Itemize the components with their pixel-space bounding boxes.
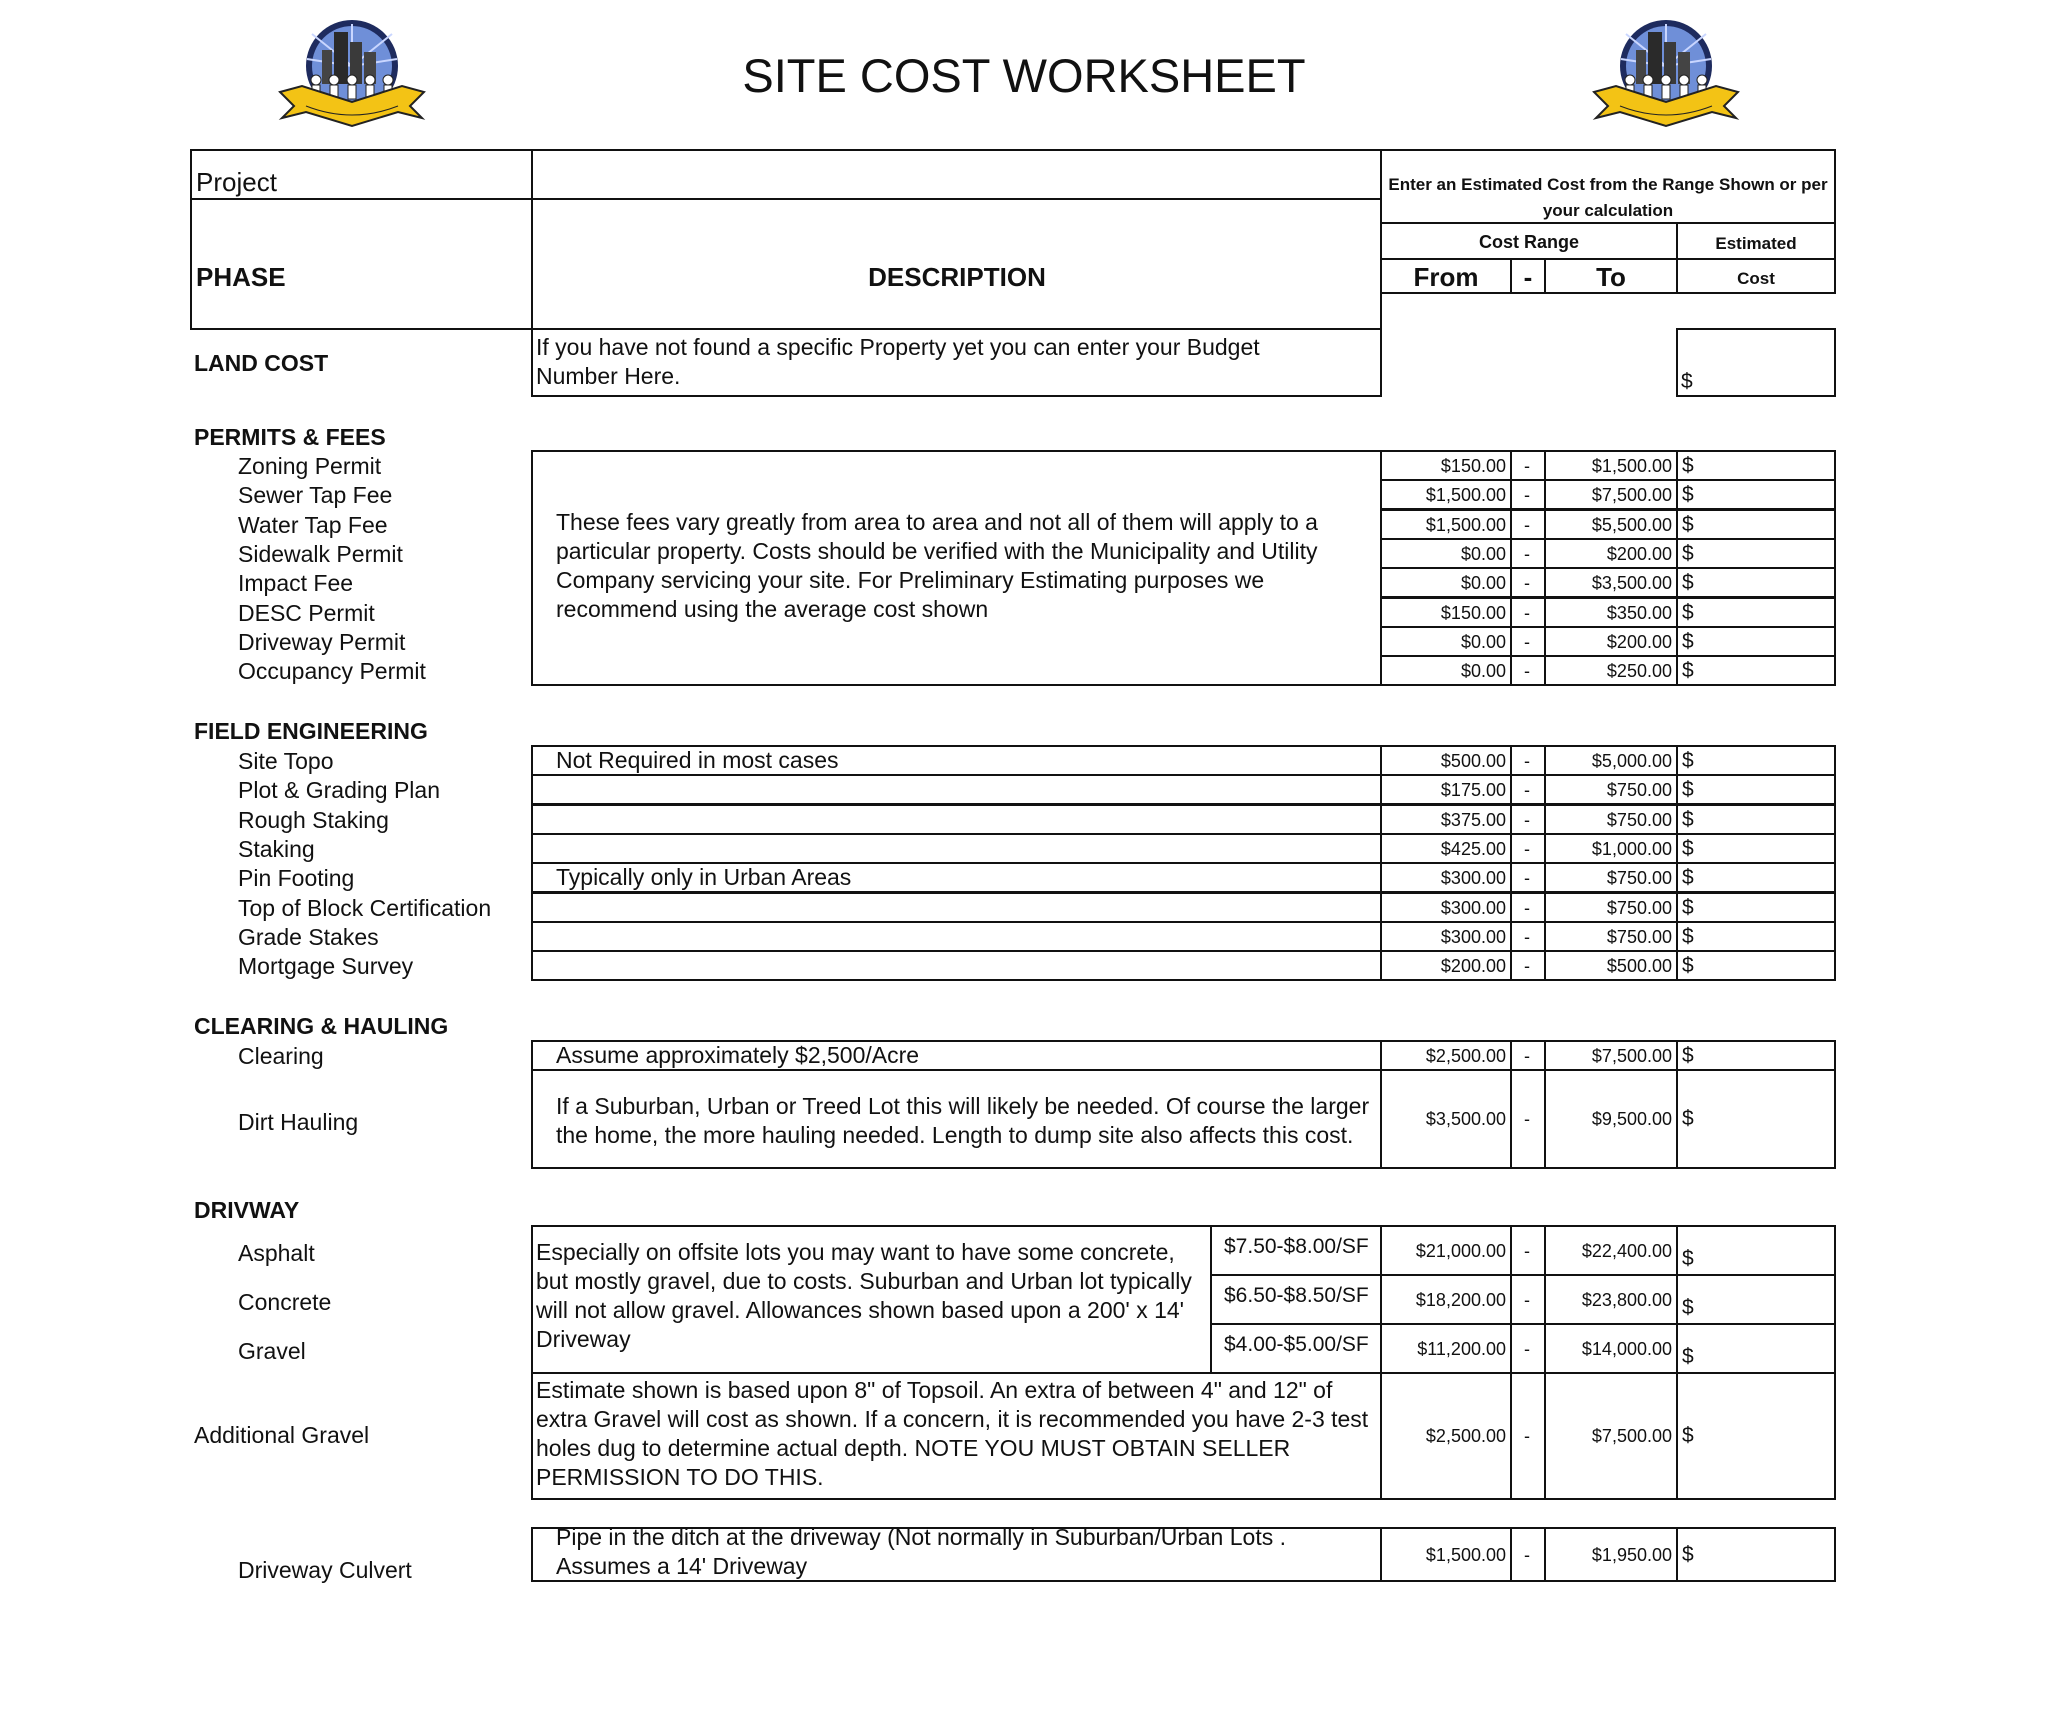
driveway-row-2-from-value: $11,200.00 xyxy=(1417,1339,1506,1359)
driveway-row-2-label: Gravel xyxy=(238,1338,306,1364)
engineering-row-5-from-value: $300.00 xyxy=(1440,898,1506,918)
driveway-row-0-rate: $7.50-$8.00/SF xyxy=(1224,1235,1369,1258)
dirt-hauling-to-value: $9,500.00 xyxy=(1591,1109,1672,1129)
land-cost-description: If you have not found a specific Property yet you can enter your Budget Number Here. xyxy=(536,334,1260,389)
permit-row-5-estimate-input[interactable] xyxy=(1678,599,1834,626)
additional-gravel-to-value: $7,500.00 xyxy=(1591,1426,1672,1446)
engineering-row-0-currency: $ xyxy=(1682,749,1694,772)
permit-row-5-from-value: $150.00 xyxy=(1440,603,1506,623)
land-cost-estimate-input[interactable] xyxy=(1676,328,1836,397)
driveway-row-0-estimate-input[interactable] xyxy=(1678,1227,1834,1274)
to-header: To xyxy=(1596,262,1626,292)
engineering-row-6-label: Grade Stakes xyxy=(238,924,379,950)
permit-row-6-currency: $ xyxy=(1682,630,1694,653)
engineering-row-5-description-box xyxy=(531,892,1382,923)
permit-row-1-label: Sewer Tap Fee xyxy=(238,482,393,508)
permit-row-2-label: Water Tap Fee xyxy=(238,512,388,538)
engineering-row-2-description-box xyxy=(531,804,1382,835)
additional-gravel-description: Estimate shown is based upon 8" of Topsoil. An extra of between 4" and 12" of extra Gravel will cost as shown. If a concern, it is recommended you have 2-3 test holes dug to determine actual depth. NOTE YOU MUST OBTAIN SELLER PERMISSION TO DO THIS. xyxy=(536,1377,1369,1490)
permit-row-0-from-value: $150.00 xyxy=(1440,456,1506,476)
range-dash: - xyxy=(1523,262,1533,292)
driveway-row-1-rate: $6.50-$8.50/SF xyxy=(1224,1284,1369,1307)
driveway-row-0-label: Asphalt xyxy=(238,1240,315,1266)
engineering-row-1-range-dash: - xyxy=(1524,780,1530,800)
permit-row-7-label: Occupancy Permit xyxy=(238,658,426,684)
engineering-row-7-label: Mortgage Survey xyxy=(238,953,414,979)
engineering-row-4-label: Pin Footing xyxy=(238,865,355,891)
permit-row-6-estimate-input[interactable] xyxy=(1678,628,1834,655)
company-logo-right xyxy=(1586,14,1746,134)
engineering-row-5-label: Top of Block Certification xyxy=(238,895,492,921)
engineering-row-4-range-dash: - xyxy=(1524,868,1530,888)
permit-row-1-currency: $ xyxy=(1682,483,1694,506)
permit-row-5-currency: $ xyxy=(1682,601,1694,624)
from-header: From xyxy=(1413,262,1479,292)
additional-gravel-label: Additional Gravel xyxy=(194,1422,370,1448)
permit-row-4-currency: $ xyxy=(1682,571,1694,594)
permit-row-4-label: Impact Fee xyxy=(238,570,354,596)
engineering-row-0-label: Site Topo xyxy=(238,748,334,774)
description-header: DESCRIPTION xyxy=(868,262,1046,292)
dirt-hauling-from-value: $3,500.00 xyxy=(1425,1109,1506,1129)
driveway-culvert-label: Driveway Culvert xyxy=(238,1557,412,1583)
project-input[interactable] xyxy=(534,151,1378,197)
engineering-row-0-to-value: $5,000.00 xyxy=(1591,751,1672,771)
clearing-row-estimate-input[interactable] xyxy=(1678,1042,1834,1069)
permit-row-1-from-value: $1,500.00 xyxy=(1425,485,1506,505)
engineering-row-2-estimate-input[interactable] xyxy=(1678,806,1834,833)
driveway-culvert-estimate-input[interactable] xyxy=(1678,1529,1834,1580)
engineering-row-0-range-dash: - xyxy=(1524,751,1530,771)
permit-row-0-currency: $ xyxy=(1682,454,1694,477)
permit-row-3-from-value: $0.00 xyxy=(1460,544,1506,564)
engineering-row-0-description: Not Required in most cases xyxy=(556,747,839,773)
permits-heading: PERMITS & FEES xyxy=(194,424,386,450)
engineering-row-1-label: Plot & Grading Plan xyxy=(238,777,441,803)
engineering-row-3-range-dash: - xyxy=(1524,839,1530,859)
clearing-row-currency: $ xyxy=(1682,1044,1694,1067)
clearing-row-to-value: $7,500.00 xyxy=(1591,1046,1672,1066)
engineering-row-1-estimate-input[interactable] xyxy=(1678,776,1834,803)
project-label: Project xyxy=(196,167,277,197)
estimated-header: Estimated xyxy=(1715,234,1797,253)
engineering-row-3-estimate-input[interactable] xyxy=(1678,835,1834,862)
cost-header: Cost xyxy=(1737,269,1775,288)
driveway-row-0-to-value: $22,400.00 xyxy=(1581,1241,1672,1261)
driveway-culvert-to-value: $1,950.00 xyxy=(1591,1545,1672,1565)
engineering-row-3-from-value: $425.00 xyxy=(1440,839,1506,859)
engineering-row-2-from-value: $375.00 xyxy=(1440,810,1506,830)
permit-row-5-label: DESC Permit xyxy=(238,600,375,626)
engineering-row-6-currency: $ xyxy=(1682,925,1694,948)
permit-row-1-range-dash: - xyxy=(1524,485,1530,505)
driveway-row-1-range-dash: - xyxy=(1524,1290,1530,1310)
driveway-row-0-from-value: $21,000.00 xyxy=(1415,1241,1506,1261)
engineering-row-1-to-value: $750.00 xyxy=(1606,780,1672,800)
driveway-row-0-currency: $ xyxy=(1682,1247,1694,1270)
engineering-row-7-estimate-input[interactable] xyxy=(1678,952,1834,979)
driveway-row-2-currency: $ xyxy=(1682,1345,1694,1368)
permit-row-6-from-value: $0.00 xyxy=(1460,632,1506,652)
permit-row-4-range-dash: - xyxy=(1524,573,1530,593)
permit-row-2-range-dash: - xyxy=(1524,515,1530,535)
dirt-hauling-estimate-input[interactable] xyxy=(1678,1071,1834,1167)
clearing-row-label: Clearing xyxy=(238,1043,324,1069)
engineering-row-5-currency: $ xyxy=(1682,896,1694,919)
engineering-row-2-range-dash: - xyxy=(1524,810,1530,830)
permit-row-2-to-value: $5,500.00 xyxy=(1591,515,1672,535)
driveway-row-2-to-value: $14,000.00 xyxy=(1581,1339,1672,1359)
additional-gravel-estimate-input[interactable] xyxy=(1678,1374,1834,1498)
engineering-row-6-estimate-input[interactable] xyxy=(1678,923,1834,950)
engineering-row-6-description-box xyxy=(531,921,1382,952)
driveway-culvert-currency: $ xyxy=(1682,1543,1694,1566)
permit-row-7-estimate-input[interactable] xyxy=(1678,657,1834,684)
driveway-row-1-currency: $ xyxy=(1682,1296,1694,1319)
permit-row-2-from-value: $1,500.00 xyxy=(1425,515,1506,535)
engineering-row-6-range-dash: - xyxy=(1524,927,1530,947)
additional-gravel-currency: $ xyxy=(1682,1424,1694,1447)
engineering-row-2-currency: $ xyxy=(1682,808,1694,831)
page-title: SITE COST WORKSHEET xyxy=(742,49,1306,102)
engineering-heading: FIELD ENGINEERING xyxy=(194,718,428,744)
estimate-note: Enter an Estimated Cost from the Range Shown or per your calculation xyxy=(1388,175,1828,220)
engineering-row-2-to-value: $750.00 xyxy=(1606,810,1672,830)
company-logo-left xyxy=(272,14,432,134)
engineering-row-6-from-value: $300.00 xyxy=(1440,927,1506,947)
driveway-row-0-range-dash: - xyxy=(1524,1241,1530,1261)
driveway-row-1-from-value: $18,200.00 xyxy=(1415,1290,1506,1310)
permit-row-3-label: Sidewalk Permit xyxy=(238,541,403,567)
engineering-row-0-estimate-input[interactable] xyxy=(1678,747,1834,774)
engineering-row-2-label: Rough Staking xyxy=(238,807,389,833)
engineering-row-1-from-value: $175.00 xyxy=(1440,780,1506,800)
permits-description: These fees vary greatly from area to area and not all of them will apply to a particular property. Costs should be verified with the Municipality and Utility Company servicing your site. For Preliminary Estimating purposes we recommend using the average cost shown xyxy=(556,509,1318,622)
permit-row-6-to-value: $200.00 xyxy=(1606,632,1672,652)
engineering-row-5-to-value: $750.00 xyxy=(1606,898,1672,918)
driveway-row-2-estimate-input[interactable] xyxy=(1678,1325,1834,1372)
permit-row-3-currency: $ xyxy=(1682,542,1694,565)
permit-row-2-estimate-input[interactable] xyxy=(1678,511,1834,538)
permit-row-4-estimate-input[interactable] xyxy=(1678,569,1834,596)
engineering-row-6-to-value: $750.00 xyxy=(1606,927,1672,947)
phase-header: PHASE xyxy=(196,262,286,292)
permit-row-7-to-value: $250.00 xyxy=(1606,661,1672,681)
engineering-row-1-currency: $ xyxy=(1682,778,1694,801)
cost-range-header: Cost Range xyxy=(1478,232,1579,252)
permit-row-0-estimate-input[interactable] xyxy=(1678,452,1834,479)
engineering-row-3-description-box xyxy=(531,833,1382,864)
driveway-row-2-range-dash: - xyxy=(1524,1339,1530,1359)
engineering-row-3-currency: $ xyxy=(1682,837,1694,860)
permit-row-5-to-value: $350.00 xyxy=(1606,603,1672,623)
permit-row-1-to-value: $7,500.00 xyxy=(1591,485,1672,505)
driveway-culvert-from-value: $1,500.00 xyxy=(1425,1545,1506,1565)
driveway-row-2-rate: $4.00-$5.00/SF xyxy=(1224,1333,1369,1356)
driveway-description: Especially on offsite lots you may want to have some concrete, but mostly gravel, due to costs. Suburban and Urban lot typically will not allow gravel. Allowances shown based upon a 200' x 14' Driveway xyxy=(536,1239,1192,1352)
dirt-hauling-range-dash: - xyxy=(1524,1109,1530,1129)
engineering-row-4-from-value: $300.00 xyxy=(1440,868,1506,888)
permit-row-4-from-value: $0.00 xyxy=(1460,573,1506,593)
permit-row-7-from-value: $0.00 xyxy=(1460,661,1506,681)
clearing-row-from-value: $2,500.00 xyxy=(1425,1046,1506,1066)
engineering-row-4-description: Typically only in Urban Areas xyxy=(556,864,852,890)
permit-row-3-to-value: $200.00 xyxy=(1606,544,1672,564)
engineering-row-1-description-box xyxy=(531,774,1382,805)
land-cost-currency: $ xyxy=(1681,370,1693,393)
permit-row-0-range-dash: - xyxy=(1524,456,1530,476)
dirt-hauling-description: If a Suburban, Urban or Treed Lot this will likely be needed. Of course the larger the home, the more hauling needed. Length to dump site also affects this cost. xyxy=(556,1093,1370,1148)
permit-row-0-to-value: $1,500.00 xyxy=(1591,456,1672,476)
permit-row-1-estimate-input[interactable] xyxy=(1678,481,1834,508)
engineering-row-4-currency: $ xyxy=(1682,866,1694,889)
driveway-row-1-label: Concrete xyxy=(238,1289,332,1315)
permit-row-6-label: Driveway Permit xyxy=(238,629,406,655)
permit-row-5-range-dash: - xyxy=(1524,603,1530,623)
engineering-row-0-from-value: $500.00 xyxy=(1440,751,1506,771)
engineering-row-7-from-value: $200.00 xyxy=(1440,956,1506,976)
engineering-row-4-to-value: $750.00 xyxy=(1606,868,1672,888)
engineering-row-4-estimate-input[interactable] xyxy=(1678,864,1834,891)
dirt-hauling-currency: $ xyxy=(1682,1107,1694,1130)
engineering-row-7-to-value: $500.00 xyxy=(1606,956,1672,976)
permit-row-3-range-dash: - xyxy=(1524,544,1530,564)
engineering-row-5-estimate-input[interactable] xyxy=(1678,894,1834,921)
permit-row-7-range-dash: - xyxy=(1524,661,1530,681)
driveway-heading: DRIVWAY xyxy=(194,1197,300,1223)
permit-row-3-estimate-input[interactable] xyxy=(1678,540,1834,567)
engineering-row-3-label: Staking xyxy=(238,836,315,862)
permit-row-6-range-dash: - xyxy=(1524,632,1530,652)
clearing-heading: CLEARING & HAULING xyxy=(194,1013,449,1039)
engineering-row-3-to-value: $1,000.00 xyxy=(1591,839,1672,859)
clearing-row-range-dash: - xyxy=(1524,1046,1530,1066)
driveway-row-1-estimate-input[interactable] xyxy=(1678,1276,1834,1323)
engineering-row-7-currency: $ xyxy=(1682,954,1694,977)
land-cost-label: LAND COST xyxy=(194,350,329,376)
permit-row-7-currency: $ xyxy=(1682,659,1694,682)
engineering-row-5-range-dash: - xyxy=(1524,898,1530,918)
engineering-row-7-range-dash: - xyxy=(1524,956,1530,976)
driveway-row-1-to-value: $23,800.00 xyxy=(1581,1290,1672,1310)
permit-row-2-currency: $ xyxy=(1682,513,1694,536)
dirt-hauling-label: Dirt Hauling xyxy=(238,1109,359,1135)
engineering-row-7-description-box xyxy=(531,950,1382,981)
clearing-row-description: Assume approximately $2,500/Acre xyxy=(556,1042,920,1068)
permit-row-0-label: Zoning Permit xyxy=(238,453,382,479)
additional-gravel-range-dash: - xyxy=(1524,1426,1530,1446)
permit-row-4-to-value: $3,500.00 xyxy=(1591,573,1672,593)
additional-gravel-from-value: $2,500.00 xyxy=(1425,1426,1506,1446)
driveway-culvert-range-dash: - xyxy=(1524,1545,1530,1565)
driveway-culvert-description: Pipe in the ditch at the driveway (Not normally in Suburban/Urban Lots . Assumes a 14' Driveway xyxy=(556,1524,1286,1579)
